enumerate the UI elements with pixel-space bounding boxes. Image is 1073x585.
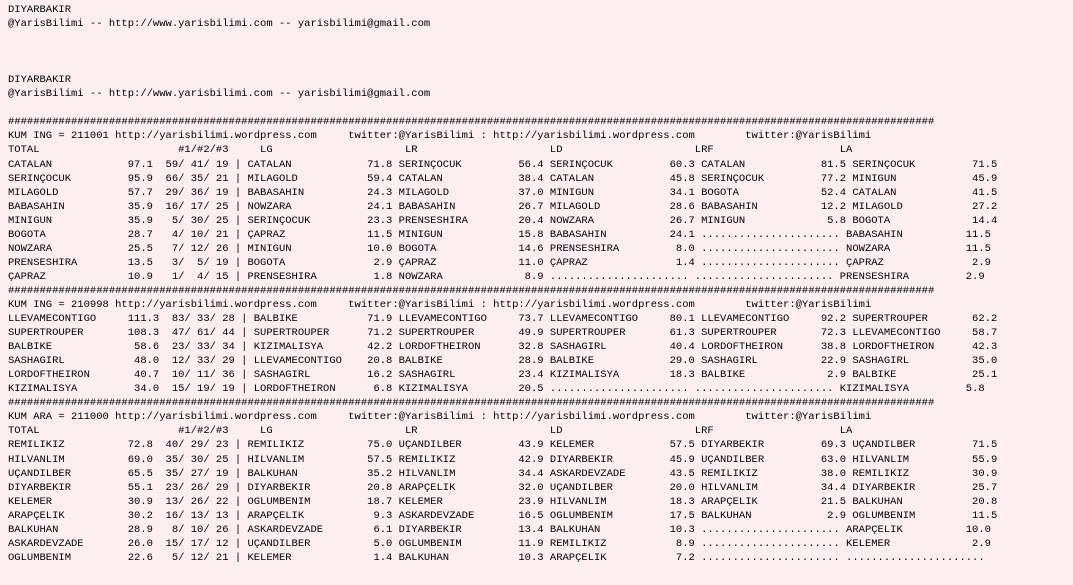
text-line: NOWZARA 25.5 7/ 12/ 26 | MINIGUN 10.0 BOGOTA 14.6 PRENSESHIRA 8.0 ...................... NOWZARA 11.5 <box>8 242 991 255</box>
text-line: DIYARBEKIR 55.1 23/ 26/ 29 | DIYARBEKIR 20.8 ARAPÇELIK 32.0 UÇANDILBER 20.0 HILVANLIM 34.4 DIYARBEKIR 25.7 <box>8 481 998 494</box>
text-line: BOGOTA 28.7 4/ 10/ 21 | ÇAPRAZ 11.5 MINIGUN 15.8 BABASAHIN 24.1 ...................... BABASAHIN 11.5 <box>8 228 991 241</box>
text-line: PRENSESHIRA 13.5 3/ 5/ 19 | BOGOTA 2.9 ÇAPRAZ 11.0 ÇAPRAZ 1.4 ...................... ÇAPRAZ 2.9 <box>8 256 991 269</box>
text-line: HILVANLIM 69.0 35/ 30/ 25 | HILVANLIM 57.5 REMILIKIZ 42.9 DIYARBEKIR 45.9 UÇANDILBER 63.0 HILVANLIM 55.9 <box>8 453 998 466</box>
text-line: OGLUMBENIM 22.6 5/ 12/ 21 | KELEMER 1.4 BALKUHAN 10.3 ARAPÇELIK 7.2 ...................... ...................... <box>8 551 985 564</box>
text-line: KELEMER 30.9 13/ 26/ 22 | OGLUMBENIM 18.7 KELEMER 23.9 HILVANLIM 18.3 ARAPÇELIK 21.5 BALKUHAN 20.8 <box>8 495 998 508</box>
text-line: SERINÇOCUK 95.9 66/ 35/ 21 | MILAGOLD 59.4 CATALAN 38.4 CATALAN 45.8 SERINÇOCUK 77.2 MINIGUN 45.9 <box>8 172 998 185</box>
text-line: LLEVAMECONTIGO 111.3 83/ 33/ 28 | BALBIKE 71.9 LLEVAMECONTIGO 73.7 LLEVAMECONTIGO 80.1 LLEVAMECONTIGO 92.2 SUPERTROUPER 62.2 <box>8 313 998 326</box>
text-line: @YarisBilimi -- http://www.yarisbilimi.com -- yarisbilimi@gmail.com <box>8 18 431 31</box>
text-line: BALKUHAN 28.9 8/ 10/ 26 | ASKARDEVZADE 6.1 DIYARBEKIR 13.4 BALKUHAN 10.3 ...................... ARAPÇELIK 10.0 <box>8 523 991 536</box>
text-line: DIYARBAKIR <box>8 74 72 87</box>
text-line: ASKARDEVZADE 26.0 15/ 17/ 12 | UÇANDILBER 5.0 OGLUMBENIM 11.9 REMILIKIZ 8.9 ...................... KELEMER 2.9 <box>8 537 991 550</box>
text-line: ÇAPRAZ 10.9 1/ 4/ 15 | PRENSESHIRA 1.8 NOWZARA 8.9 ...................... ...................... PRENSESHIRA 2.9 <box>8 270 985 283</box>
text-line: KUM ING = 210998 http://yarisbilimi.wordpress.com twitter:@YarisBilimi : http://yarisbilimi.wordpress.com twitter:@YarisBilimi <box>8 298 872 311</box>
text-line <box>8 101 1073 115</box>
text-line: UÇANDILBER 65.5 35/ 27/ 19 | BALKUHAN 35.2 HILVANLIM 34.4 ASKARDEVZADE 43.5 REMILIKIZ 38.0 REMILIKIZ 30.9 <box>8 467 998 480</box>
text-line <box>8 45 1073 59</box>
separator-line: ################################################################################################################################################### <box>8 284 935 297</box>
text-line: LORDOFTHEIRON 40.7 10/ 11/ 36 | SASHAGIRL 16.2 SASHAGIRL 23.4 KIZIMALISYA 18.3 BALBIKE 2.9 BALBIKE 25.1 <box>8 369 998 382</box>
text-line: TOTAL #1/#2/#3 LG LR LD LRF LA <box>8 425 853 438</box>
text-line: SASHAGIRL 48.0 12/ 33/ 29 | LLEVAMECONTIGO 20.8 BALBIKE 28.9 BALBIKE 29.0 SASHAGIRL 22.9 SASHAGIRL 35.0 <box>8 355 998 368</box>
text-line: KUM ARA = 211000 http://yarisbilimi.wordpress.com twitter:@YarisBilimi : http://yarisbilimi.wordpress.com twitter:@YarisBilimi <box>8 411 872 424</box>
text-line: KIZIMALISYA 34.0 15/ 19/ 19 | LORDOFTHEIRON 6.8 KIZIMALISYA 20.5 ...................... ...................... KIZIMALISYA 5.8 <box>8 383 985 396</box>
text-line <box>8 31 1073 45</box>
text-line: @YarisBilimi -- http://www.yarisbilimi.com -- yarisbilimi@gmail.com <box>8 88 431 101</box>
text-line: SUPERTROUPER 108.3 47/ 61/ 44 | SUPERTROUPER 71.2 SUPERTROUPER 49.9 SUPERTROUPER 61.3 SUPERTROUPER 72.3 LLEVAMECONTIGO 58.7 <box>8 327 998 340</box>
text-line: TOTAL #1/#2/#3 LG LR LD LRF LA <box>8 144 853 157</box>
text-line: CATALAN 97.1 59/ 41/ 19 | CATALAN 71.8 SERINÇOCUK 56.4 SERINÇOCUK 60.3 CATALAN 81.5 SERINÇOCUK 71.5 <box>8 158 998 171</box>
text-line: REMILIKIZ 72.8 40/ 29/ 23 | REMILIKIZ 75.0 UÇANDILBER 43.9 KELEMER 57.5 DIYARBEKIR 69.3 UÇANDILBER 71.5 <box>8 439 998 452</box>
text-line: ARAPÇELIK 30.2 16/ 13/ 13 | ARAPÇELIK 9.3 ASKARDEVZADE 16.5 OGLUMBENIM 17.5 BALKUHAN 2.9 OGLUMBENIM 11.5 <box>8 509 998 522</box>
separator-line: ################################################################################################################################################### <box>8 397 935 410</box>
text-line: MINIGUN 35.9 5/ 30/ 25 | SERINÇOCUK 23.3 PRENSESHIRA 20.4 NOWZARA 26.7 MINIGUN 5.8 BOGOTA 14.4 <box>8 214 998 227</box>
text-line: DIYARBAKIR <box>8 4 72 16</box>
text-line: BABASAHIN 35.9 16/ 17/ 25 | NOWZARA 24.1 BABASAHIN 26.7 MILAGOLD 28.6 BABASAHIN 12.2 MILAGOLD 27.2 <box>8 200 998 213</box>
text-line: KUM ING = 211001 http://yarisbilimi.wordpress.com twitter:@YarisBilimi : http://yarisbilimi.wordpress.com twitter:@YarisBilimi <box>8 130 872 143</box>
text-line: MILAGOLD 57.7 29/ 36/ 19 | BABASAHIN 24.3 MILAGOLD 37.0 MINIGUN 34.1 BOGOTA 52.4 CATALAN 41.5 <box>8 186 998 199</box>
separator-line: ################################################################################################################################################### <box>8 116 935 129</box>
text-line <box>8 59 1073 73</box>
text-line: BALBIKE 58.6 23/ 33/ 34 | KIZIMALISYA 42.2 LORDOFTHEIRON 32.8 SASHAGIRL 40.4 LORDOFTHEIRON 38.8 LORDOFTHEIRON 42.3 <box>8 341 998 354</box>
